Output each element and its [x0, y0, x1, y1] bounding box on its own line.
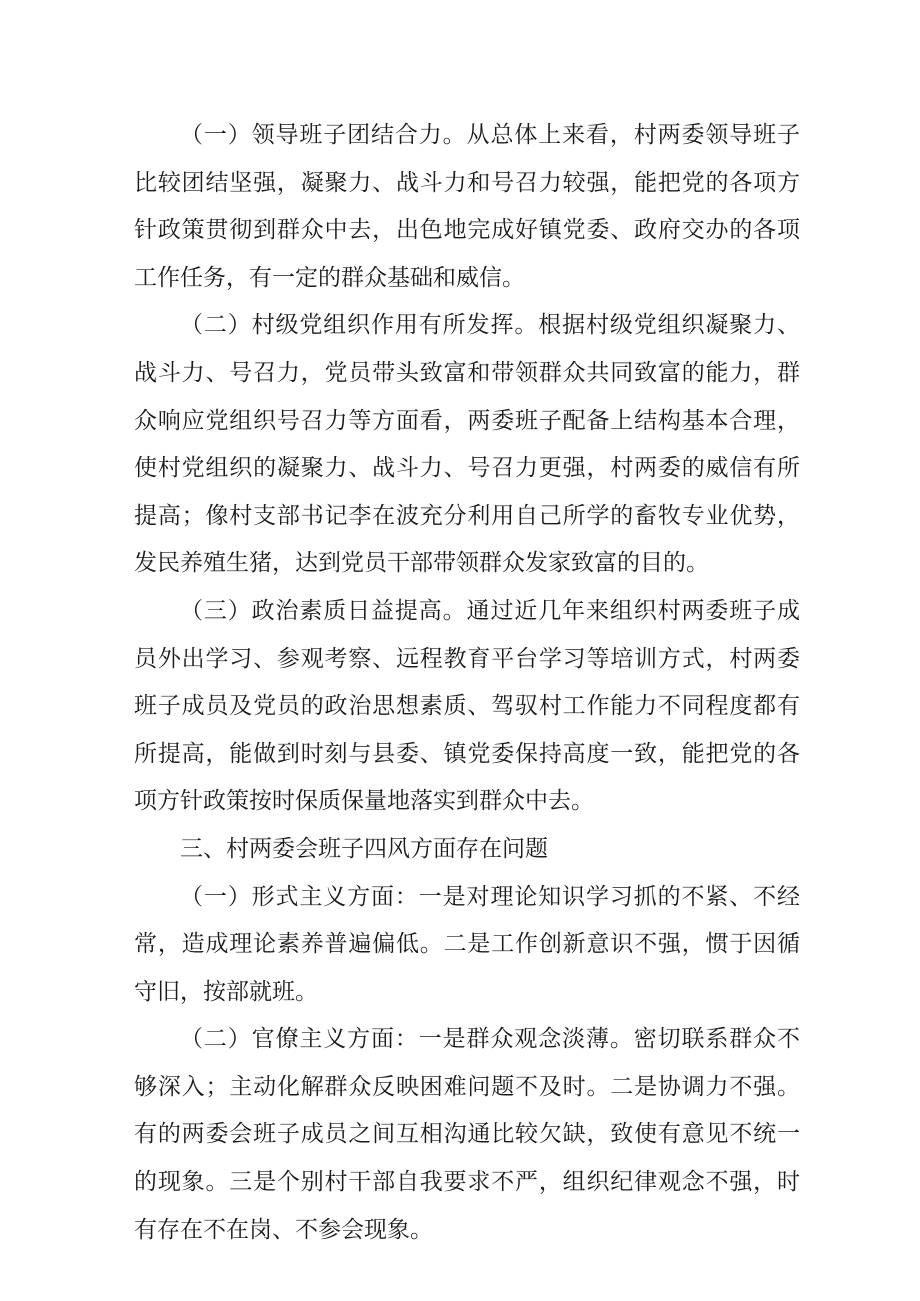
document-body [134, 112, 800, 1254]
paragraph-formalism: （一）形式主义方面：一是对理论知识学习抓的不紧、不经常，造成理论素养普遍偏低。二是工作创新意识不强，惯于因循守旧，按部就班。 [134, 883, 800, 1005]
paragraph-party-organization-role: （二）村级党组织作用有所发挥。根据村级党组织凝聚力、战斗力、号召力，党员带头致富和带领群众共同致富的能力，群众响应党组织号召力等方面看，两委班子配备上结构基本合理，使村党组织的凝聚力、战斗力、号召力更强，村两委的威信有所提高；像村支部书记李在波充分利用自己所学的畜牧专业优势，发民养殖生猪，达到党员干部带领群众发家致富的目的。 [134, 312, 800, 577]
section-heading-four-styles-problems: 三、村两委会班子四风方面存在问题 [180, 835, 548, 862]
paragraph-leadership-unity: （一）领导班子团结合力。从总体上来看，村两委领导班子比较团结坚强，凝聚力、战斗力和号召力较强，能把党的各项方针政策贯彻到群众中去，出色地完成好镇党委、政府交办的各项工作任务，有一定的群众基础和威信。 [134, 122, 800, 291]
paragraph-political-quality: （三）政治素质日益提高。通过近几年来组织村两委班子成员外出学习、参观考察、远程教育平台学习等培训方式，村两委班子成员及党员的政治思想素质、驾驭村工作能力不同程度都有所提高，能做到时刻与县委、镇党委保持高度一致，能把党的各项方针政策按时保质保量地落实到群众中去。 [134, 597, 800, 815]
paragraph-bureaucratism: （二）官僚主义方面：一是群众观念淡薄。密切联系群众不够深入；主动化解群众反映困难问题不及时。二是协调力不强。有的两委会班子成员之间互相沟通比较欠缺，致使有意见不统一的现象。三是个别村干部自我要求不严，组织纪律观念不强，时有存在不在岗、不参会现象。 [134, 1026, 800, 1243]
